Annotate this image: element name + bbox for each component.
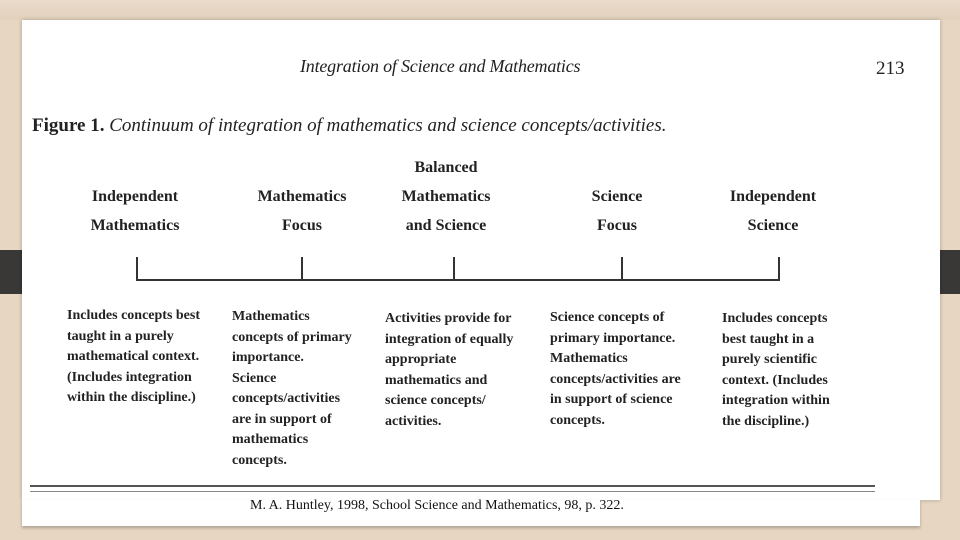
figure-label: Figure 1.	[32, 115, 105, 136]
figure-title: Continuum of integration of mathematics and science concepts/activities.	[109, 115, 667, 136]
description-independent-science: Includes concepts best taught in a purely scientific context. (Includes integration within the discipline.)	[722, 311, 830, 429]
heading-science-focus: Science Focus	[591, 188, 643, 234]
heading-independent-science: Independent Science	[729, 188, 817, 234]
bottom-rule	[30, 485, 875, 487]
continuum-tick	[453, 257, 455, 281]
slide-accent-band-left	[0, 250, 22, 294]
continuum-tick	[301, 257, 303, 281]
heading-mathematics-focus: Mathematics Focus	[257, 188, 347, 234]
figure-caption	[32, 115, 666, 137]
description-balanced: Activities provide for integration of equally appropriate mathematics and science concepts/ activities.	[385, 311, 514, 429]
running-head: Integration of Science and Mathematics	[300, 56, 581, 76]
citation: M. A. Huntley, 1998, School Science and Mathematics, 98, p. 322.	[250, 498, 624, 513]
heading-balanced: Balanced Mathematics and Science	[401, 159, 491, 234]
description-science-focus: Science concepts of primary importance. Mathematics concepts/activities are in support of science concepts.	[550, 310, 681, 428]
continuum-tick	[621, 257, 623, 281]
continuum-tick	[136, 257, 138, 281]
slide-background-top	[0, 0, 960, 20]
description-independent-mathematics: Includes concepts best taught in a purely mathematical context. (Includes integration within the discipline.)	[67, 308, 201, 405]
description-mathematics-focus: Mathematics concepts of primary importance. Science concepts/activities are in support of mathematics concepts.	[232, 309, 352, 468]
heading-independent-mathematics: Independent Mathematics	[90, 188, 180, 234]
continuum-tick	[778, 257, 780, 281]
bottom-rule-secondary	[30, 491, 875, 492]
continuum-line	[136, 279, 780, 281]
slide-accent-band-right	[940, 250, 960, 294]
page-number: 213	[876, 58, 905, 79]
